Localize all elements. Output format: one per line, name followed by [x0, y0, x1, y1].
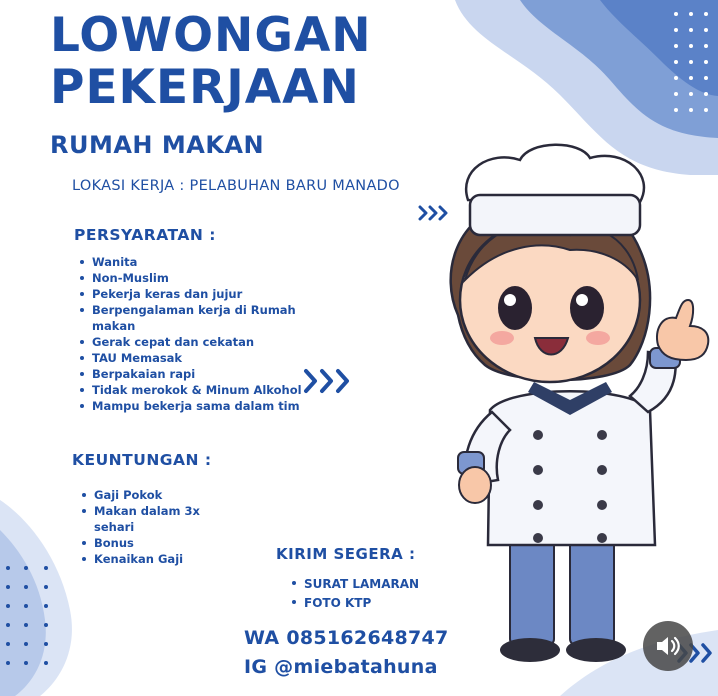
work-location: LOKASI KERJA : PELABUHAN BARU MANADO: [72, 178, 400, 194]
sound-toggle-button[interactable]: [643, 621, 693, 671]
chef-illustration: [430, 140, 718, 666]
benefits-heading: KEUNTUNGAN :: [72, 451, 212, 469]
list-item: Wanita: [78, 254, 308, 270]
list-item: Mampu bekerja sama dalam tim: [78, 398, 308, 414]
requirements-list: [78, 254, 308, 414]
requirements-heading: PERSYARATAN :: [74, 226, 216, 244]
list-item: Bonus: [80, 535, 210, 551]
speaker-icon: [655, 634, 681, 658]
list-item: Gaji Pokok: [80, 487, 210, 503]
triple-chevron-right-icon: [303, 368, 357, 394]
list-item: Makan dalam 3x sehari: [80, 503, 210, 535]
apply-heading: KIRIM SEGERA :: [276, 545, 416, 563]
instagram-contact: IG @miebatahuna: [244, 656, 438, 678]
title-line-1: LOWONGAN: [50, 8, 372, 63]
list-item: FOTO KTP: [290, 594, 450, 613]
list-item: Gerak cepat dan cekatan: [78, 334, 308, 350]
list-item: Tidak merokok & Minum Alkohol: [78, 382, 308, 398]
subtitle: RUMAH MAKAN: [50, 131, 265, 159]
list-item: SURAT LAMARAN: [290, 575, 450, 594]
list-item: Kenaikan Gaji: [80, 551, 210, 567]
triple-chevron-right-icon: [418, 204, 452, 222]
benefits-list: [80, 487, 210, 567]
list-item: Berpengalaman kerja di Rumah makan: [78, 302, 308, 334]
list-item: Berpakaian rapi: [78, 366, 308, 382]
list-item: TAU Memasak: [78, 350, 308, 366]
list-item: Pekerja keras dan jujur: [78, 286, 308, 302]
apply-documents-list: [290, 575, 450, 613]
whatsapp-contact: WA 085162648747: [244, 627, 449, 649]
title-line-2: PEKERJAAN: [50, 60, 360, 115]
list-item: Non-Muslim: [78, 270, 308, 286]
